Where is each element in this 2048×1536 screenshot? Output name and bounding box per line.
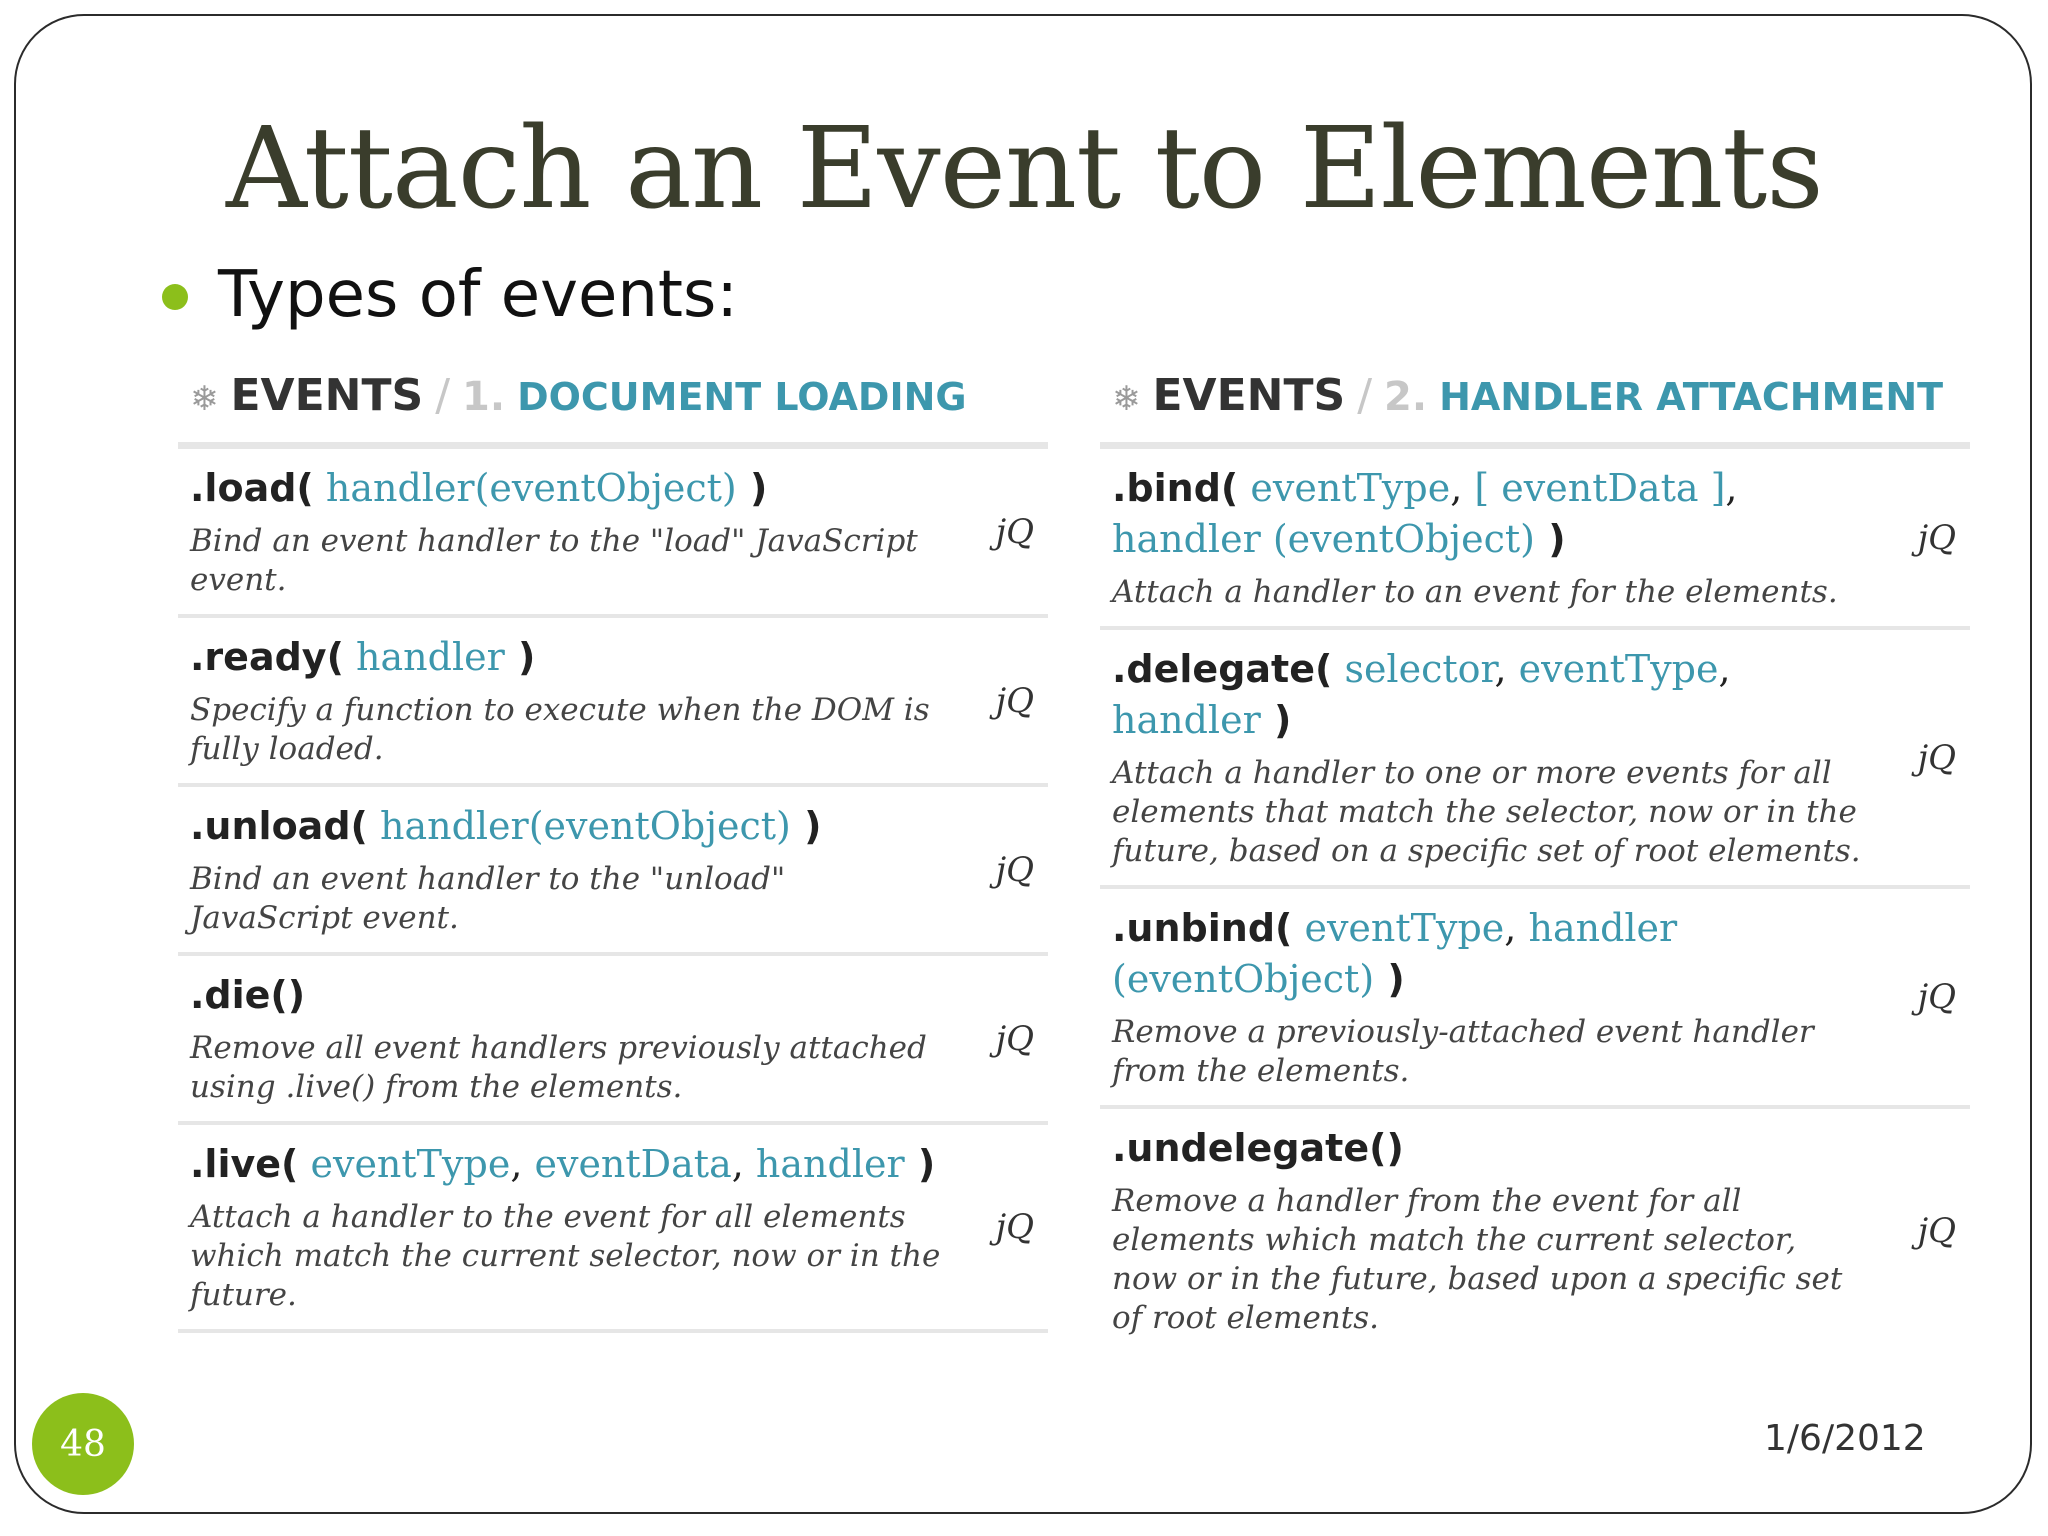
entry-description: Specify a function to execute when the DOM is fully loaded. [190,692,930,767]
event-entry-ready [178,618,1048,787]
entry-description: Remove a previously-attached event handler from the elements. [1112,1014,1814,1089]
entry-signature [1112,463,1870,565]
method-name: .load( [190,466,314,510]
entry-signature [190,632,948,683]
panel-header [1100,370,1970,449]
header-slash: / [435,370,451,421]
page-number-badge: 48 [32,1393,134,1495]
jq-badge: jQ [1917,737,1956,778]
method-name: .live( [190,1142,299,1186]
header-number: 1. [462,374,506,420]
separator: , [731,1142,756,1186]
jq-badge: jQ [1917,1210,1956,1251]
jq-badge: jQ [1917,517,1956,558]
event-entry-unbind [1100,889,1970,1109]
param: eventData [534,1142,732,1186]
separator: , [1718,647,1731,691]
param: handler (eventObject) [1112,517,1535,561]
method-name: .die() [190,973,306,1017]
entry-signature [190,1139,948,1190]
param: handler(eventObject) [367,804,791,848]
param: handler [343,635,505,679]
entry-signature [190,463,948,514]
close-paren: ) [736,466,768,510]
separator: , [510,1142,535,1186]
method-name: .delegate( [1112,647,1333,691]
header-events: EVENTS [230,370,424,421]
separator: , [1504,906,1529,950]
slide-title: Attach an Event to Elements [226,104,1823,234]
close-paren: ) [904,1142,936,1186]
separator: , [1494,647,1519,691]
param: eventType [1238,466,1451,510]
event-entry-bind [1100,449,1970,630]
jq-badge: jQ [995,511,1034,552]
method-name: .unload( [190,804,368,848]
header-slash: / [1357,370,1373,421]
header-section: HANDLER ATTACHMENT [1439,375,1944,419]
entry-description: Attach a handler to the event for all elements which match the current selector, now or in the future. [190,1199,941,1313]
entry-signature [190,970,948,1021]
snowflake-icon: ❄ [190,379,219,419]
snowflake-icon: ❄ [1112,379,1141,419]
bullet-icon [162,284,188,310]
close-paren: ) [1534,517,1566,561]
jq-badge: jQ [995,1018,1034,1059]
param: handler [755,1142,905,1186]
method-name: .ready( [190,635,344,679]
event-entry-live [178,1125,1048,1333]
param: eventType [1518,647,1719,691]
header-section: DOCUMENT LOADING [517,375,967,419]
entry-description: Bind an event handler to the "load" JavaScript event. [190,523,918,598]
panel-document-loading [178,370,1048,1333]
jq-badge: jQ [995,680,1034,721]
panel-header [178,370,1048,449]
event-entry-unload [178,787,1048,956]
separator: , [1725,466,1738,510]
param: handler [1112,698,1261,742]
param: selector [1332,647,1495,691]
separator: , [1450,466,1475,510]
jq-badge: jQ [995,1207,1034,1247]
method-name: .bind( [1112,466,1239,510]
close-paren: ) [790,804,822,848]
param: handler(eventObject) [313,466,737,510]
param: [ eventData ] [1474,466,1726,510]
event-entry-delegate [1100,630,1970,889]
param: eventType [298,1142,511,1186]
header-number: 2. [1384,374,1428,420]
entry-signature [190,801,948,852]
close-paren: ) [1260,698,1292,742]
method-name: .undelegate() [1112,1126,1404,1170]
entry-signature [1112,644,1870,746]
bullet-text: Types of events: [218,258,738,332]
entry-description: Bind an event handler to the "unload" JavaScript event. [190,861,786,936]
entry-description: Remove a handler from the event for all elements which match the current selector, now or in the future, based upon a specific set of root elements. [1112,1183,1843,1336]
entry-signature [1112,903,1870,1005]
close-paren: ) [504,635,536,679]
event-entry-die [178,956,1048,1125]
method-name: .unbind( [1112,906,1293,950]
jq-badge: jQ [1917,977,1956,1017]
close-paren: ) [1374,957,1405,1001]
event-entry-load [178,449,1048,618]
header-events: EVENTS [1152,370,1346,421]
panel-handler-attachment [1100,370,1970,1352]
entry-description: Remove all event handlers previously attached using .live() from the elements. [190,1030,927,1105]
jq-badge: jQ [995,849,1034,890]
param: eventType [1292,906,1505,950]
entry-description: Attach a handler to one or more events for all elements that match the selector, now or in the future, based on a specific set of root elements. [1112,755,1861,869]
entry-description: Attach a handler to an event for the elements. [1112,574,1838,610]
event-entry-undelegate [1100,1109,1970,1352]
param: handler (eventObject) [1112,906,1678,1001]
slide-date: 1/6/2012 [1764,1418,1926,1459]
entry-signature [1112,1123,1870,1174]
